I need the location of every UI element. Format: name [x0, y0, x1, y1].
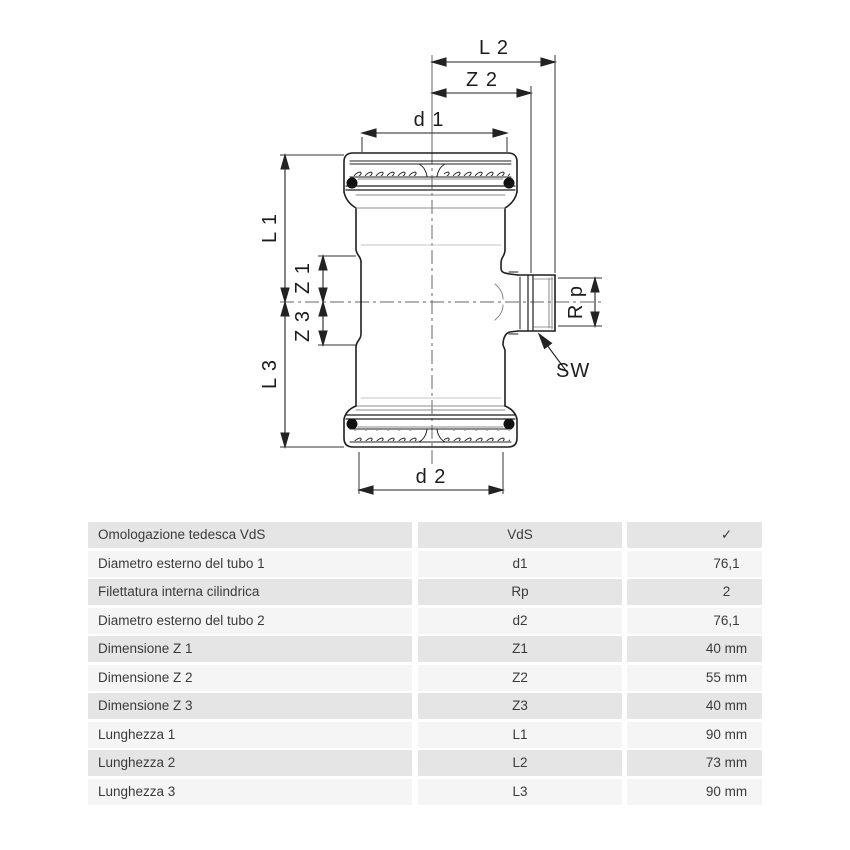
table-row: [88, 722, 762, 748]
spec-label: Dimensione Z 1: [88, 636, 412, 662]
branch-socket: [509, 272, 555, 334]
label-l1: L 1: [259, 212, 281, 244]
spec-symbol: d1: [418, 551, 622, 577]
spec-value: 2: [627, 579, 762, 605]
label-l3: L 3: [259, 358, 281, 390]
spec-value: 40 mm: [627, 636, 762, 662]
spec-symbol: d2: [418, 608, 622, 634]
label-d2: d 2: [415, 466, 447, 488]
o-ring-right: [504, 178, 515, 189]
label-z3: Z 3: [292, 310, 314, 342]
label-l2: L 2: [478, 37, 510, 59]
spec-value: 40 mm: [627, 693, 762, 719]
spec-symbol: Z1: [418, 636, 622, 662]
table-row: [88, 522, 762, 548]
spec-symbol: L3: [418, 779, 622, 805]
body-walls: [356, 208, 518, 406]
spec-value: 76,1: [627, 608, 762, 634]
spec-label: Diametro esterno del tubo 2: [88, 608, 412, 634]
spec-label: Dimensione Z 3: [88, 693, 412, 719]
spec-symbol: Z2: [418, 665, 622, 691]
dimension-labels: [259, 37, 590, 488]
spec-value: ✓: [627, 522, 762, 548]
dim-l3: [281, 302, 289, 447]
table-row: [88, 665, 762, 691]
table-row: [88, 779, 762, 805]
table-row: [88, 551, 762, 577]
spec-label: Lunghezza 2: [88, 750, 412, 776]
label-d1: d 1: [413, 109, 445, 131]
table-row: [88, 750, 762, 776]
dim-z1: [319, 256, 327, 302]
spec-label: Omologazione tedesca VdS: [88, 522, 412, 548]
o-ring-left: [347, 178, 358, 189]
dim-l2: [432, 58, 555, 66]
spec-label: Diametro esterno del tubo 1: [88, 551, 412, 577]
spec-symbol: L2: [418, 750, 622, 776]
spec-value: 73 mm: [627, 750, 762, 776]
spec-symbol: L1: [418, 722, 622, 748]
label-sw: SW: [556, 360, 591, 382]
dim-l1: [281, 155, 289, 302]
spec-label: Lunghezza 3: [88, 779, 412, 805]
spec-label: Dimensione Z 2: [88, 665, 412, 691]
spec-label: Lunghezza 1: [88, 722, 412, 748]
spec-value: 76,1: [627, 551, 762, 577]
bottom-press-sleeve: [344, 406, 517, 447]
spec-symbol: Rp: [418, 579, 622, 605]
table-row: [88, 608, 762, 634]
fitting-outline: [344, 153, 555, 447]
o-ring-left-bottom: [347, 419, 358, 430]
spec-value: 90 mm: [627, 779, 762, 805]
spec-symbol: VdS: [418, 522, 622, 548]
label-rp: R p: [565, 284, 587, 320]
label-z2: Z 2: [466, 69, 498, 91]
o-ring-right-bottom: [504, 419, 515, 430]
spec-label: Filettatura interna cilindrica: [88, 579, 412, 605]
table-row: [88, 636, 762, 662]
spec-table: [88, 522, 762, 807]
top-press-sleeve: [344, 153, 517, 208]
spec-symbol: Z3: [418, 693, 622, 719]
dim-z3: [319, 302, 327, 345]
label-z1: Z 1: [292, 262, 314, 294]
spec-value: 55 mm: [627, 665, 762, 691]
table-row: [88, 693, 762, 719]
spec-value: 90 mm: [627, 722, 762, 748]
table-row: [88, 579, 762, 605]
